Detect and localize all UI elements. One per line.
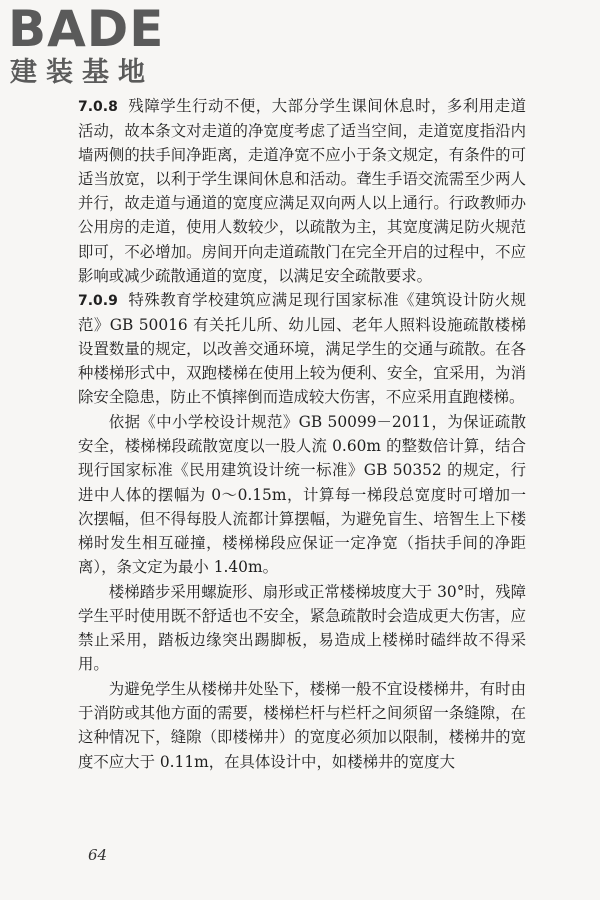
logo-wordmark: BADE	[8, 0, 165, 58]
clause-text: 特殊教育学校建筑应满足现行国家标准《建筑设计防火规范》GB 50016 有关托儿所、幼儿园、老年人照料设施疏散楼梯设置数量的规定，以改善交通环境，满足学生的交通与疏散。在各种楼梯形式中，双跑楼梯在使用上较为便利、安全，宜采用，为消除安全隐患，防止不慎摔倒而造成较大伤害，不应采用直跑楼梯。	[78, 290, 526, 407]
bade-logo	[8, 0, 178, 90]
paragraph-evacuation-width: 依据《中小学校设计规范》GB 50099－2011，为保证疏散安全，楼梯梯段疏散宽度以一股人流 0.60m 的整数倍计算，结合现行国家标准《民用建筑设计统一标准》GB 50352 的规定，行进中人体的摆幅为 0～0.15m，计算每一梯段总宽度时可增加一次摆幅，但不得每股人流都计算摆幅，为避免盲生、培智生上下楼梯时发生相互碰撞，楼梯梯段应保证一定净宽（指扶手间的净距离），条文定为最小 1.40m。	[78, 413, 526, 576]
document-body	[78, 94, 526, 774]
page-number: 64	[88, 846, 108, 864]
clause-number: 7.0.9	[78, 292, 118, 309]
clause-text: 残障学生行动不便，大部分学生课间休息时，多利用走道活动，故本条文对走道的净宽度考虑了适当空间，走道宽度指沿内墙两侧的扶手间净距离，走道净宽不应小于条文规定，有条件的可适当放宽，以利于学生课间休息和活动。聋生手语交流需至少两人并行，故走道与通道的宽度应满足双向两人以上通行。行政教师办公用房的走道，使用人数较少，以疏散为主，其宽度满足防火规范即可，不必增加。房间开向走道疏散门在完全开启的过程中，不应影响或减少疏散通道的宽度，以满足安全疏散要求。	[78, 97, 526, 285]
paragraph-stairwell: 为避免学生从楼梯井处坠下，楼梯一般不宜设楼梯井，有时由于消防或其他方面的需要，楼梯栏杆与栏杆之间须留一条缝隙，在这种情况下，缝隙（即楼梯井）的宽度必须加以限制，楼梯井的宽度不应大于 0.11m，在具体设计中，如楼梯井的宽度大	[78, 680, 526, 771]
paragraph-stair-steps: 楼梯踏步采用螺旋形、扇形或正常楼梯坡度大于 30°时，残障学生平时使用既不舒适也不安全，紧急疏散时会造成更大伤害，应禁止采用，踏板边缘突出踢脚板，易造成上楼梯时磕绊故不得采用。	[78, 582, 526, 674]
clause-number: 7.0.8	[78, 99, 118, 115]
clause-7-0-9	[78, 288, 526, 409]
logo-subtitle: 建装基地	[10, 57, 154, 88]
clause-7-0-8	[78, 94, 526, 288]
